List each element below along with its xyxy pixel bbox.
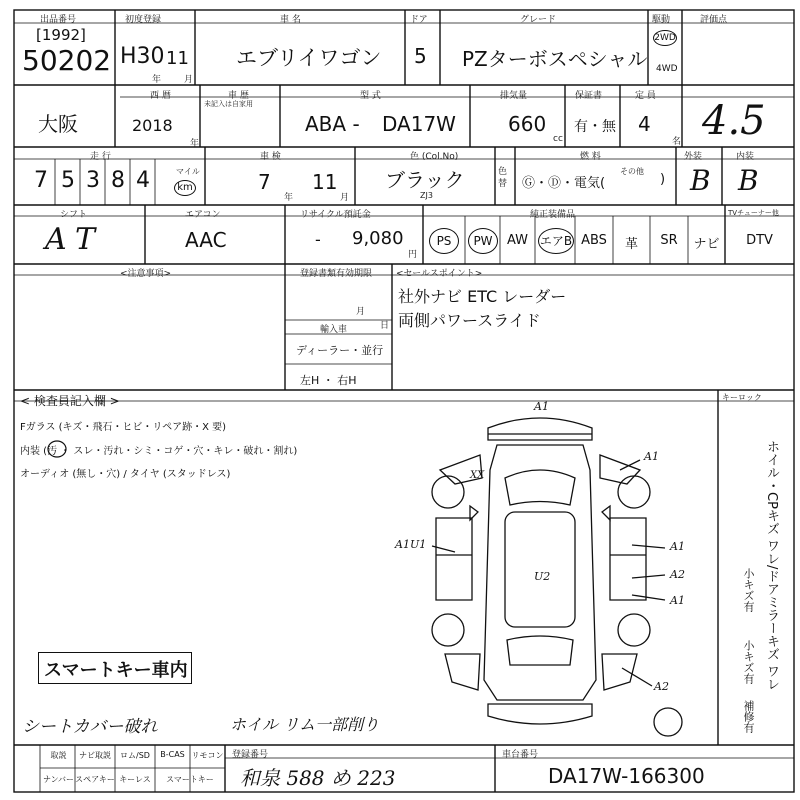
handwritten-wheel-note: ホイル リム一部削り xyxy=(230,715,380,734)
inspector-title: < 検査員記入欄 > xyxy=(20,394,120,408)
first-registration-label: 初度登録 xyxy=(125,15,162,25)
doc-remote: リモコン xyxy=(191,751,224,760)
color-label: 色 (Col.No) xyxy=(410,152,459,162)
mark-rear-a2: A2 xyxy=(654,680,669,693)
steering-side: 左H ・ 右H xyxy=(300,374,357,387)
doc-spare-key: スペアキー xyxy=(75,775,115,784)
mileage-digit: 5 xyxy=(61,168,75,193)
color-number: ZJ3 xyxy=(420,191,433,200)
lot-code: [1992] xyxy=(36,26,86,44)
seireki-label: 西 暦 xyxy=(150,91,171,101)
mile-unit: マイル xyxy=(176,167,200,176)
mark-front-a1: A1 xyxy=(534,400,549,413)
mark-right-a2: A2 xyxy=(670,568,685,581)
mileage-digit: 4 xyxy=(136,168,150,193)
inspection-month: 11 xyxy=(312,170,338,194)
recycle-amount: 9,080 xyxy=(352,228,404,249)
tsuki-unit: 月 xyxy=(184,75,194,85)
nen-unit: 年 xyxy=(152,75,162,85)
grade: PZターボスペシャル xyxy=(462,47,648,71)
car-name-label: 車 名 xyxy=(280,15,301,25)
import-label: 輸入車 xyxy=(320,325,348,335)
model-year: 2018 xyxy=(132,116,173,135)
mark-right-low-a1: A1 xyxy=(670,594,685,607)
door-count: 5 xyxy=(414,44,427,68)
doc-manual: 取説 xyxy=(50,751,67,760)
vertical-sub-note-3: 補修有 xyxy=(742,700,755,733)
day-unit: 日 xyxy=(380,321,390,331)
interior-grade: B xyxy=(738,164,759,197)
vertical-sub-note-2: 小キズ有 xyxy=(742,640,755,684)
equip-airbag-circled: エアB xyxy=(538,228,574,254)
shift-label: シフト xyxy=(60,210,88,220)
car-name: エブリイワゴン xyxy=(236,46,382,70)
mileage-digit: 8 xyxy=(111,168,125,193)
drive-label: 駆動 xyxy=(652,15,671,25)
grade-label: グレード xyxy=(520,15,557,25)
capacity-unit: 名 xyxy=(672,137,682,147)
displacement: 660 xyxy=(508,112,547,136)
shift-value: AT xyxy=(45,222,106,257)
doc-rom-sd: ロム/SD xyxy=(120,751,150,760)
lot-number-label: 出品番号 xyxy=(40,15,77,25)
smart-key-note: スマートキー車内 xyxy=(44,660,188,681)
inspection-year: 7 xyxy=(258,170,271,194)
fuel-close: ) xyxy=(660,172,666,187)
equip-aw: AW xyxy=(506,233,529,248)
color-change-label: 色替 xyxy=(498,167,508,189)
sales-point-line-1: 社外ナビ ETC レーダー xyxy=(398,287,567,306)
inspection-label: 車 検 xyxy=(260,152,281,162)
equip-pw-circled: PW xyxy=(468,228,498,254)
evaluation-label: 評価点 xyxy=(700,15,728,25)
sales-point-label: <セールスポイント> xyxy=(396,269,483,279)
dealer-parallel: ディーラー・並行 xyxy=(296,344,384,357)
mileage-digit: 3 xyxy=(86,168,100,193)
evaluation-score: 4.5 xyxy=(702,98,766,144)
doc-bcas: B-CAS xyxy=(160,750,185,759)
exterior-grade: B xyxy=(690,164,711,197)
windshield-line: Fガラス (キズ・飛石・ヒビ・リペア跡・X 要) xyxy=(20,422,227,433)
mark-left-a1u1: A1U1 xyxy=(395,538,427,551)
warranty-value: 有・無 xyxy=(574,119,616,135)
interior-line: 内装 (汚 ・ スレ・汚れ・シミ・コゲ・穴・キレ・破れ・割れ) xyxy=(20,446,298,457)
history-label: 車 歴 xyxy=(228,91,249,101)
vertical-sub-note-1: 小キズ有 xyxy=(742,568,755,612)
equip-dtv: DTV xyxy=(746,233,773,248)
mileage-label: 走 行 xyxy=(90,152,111,162)
sales-point-line-2: 両側パワースライド xyxy=(398,311,541,330)
exterior-label: 外装 xyxy=(684,152,703,162)
fuel-options: Ⓖ・Ⓓ・電気( xyxy=(522,176,606,191)
doc-number-plate: ナンバー xyxy=(42,775,75,784)
inspection-month-unit: 月 xyxy=(340,193,350,203)
year-unit: 年 xyxy=(190,139,200,149)
inspection-year-unit: 年 xyxy=(284,193,294,203)
recycle-label: リサイクル預託金 xyxy=(300,210,371,220)
ac-label: エアコン xyxy=(185,210,221,220)
vertical-damage-note: ホイル・CPキズ ワレ/ドアミラーキズ ワレ xyxy=(764,440,779,691)
plate-number: 和泉 588 め 223 xyxy=(240,766,396,790)
mark-right-mid-a1: A1 xyxy=(670,540,685,553)
capacity-label: 定 員 xyxy=(635,91,656,101)
model-prefix: ABA - xyxy=(305,112,360,136)
equipment-label: 純正装備品 xyxy=(530,210,576,220)
equip-navi: ナビ xyxy=(693,237,720,252)
drive-4wd: 4WD xyxy=(656,64,678,74)
km-unit-circled: km xyxy=(174,180,196,196)
door-label: ドア xyxy=(410,15,428,25)
doc-keyless: キーレス xyxy=(119,775,151,784)
plate-label: 登録番号 xyxy=(232,750,269,760)
displacement-label: 排気量 xyxy=(500,91,528,101)
registration-docs-label: 登録書類有効期限 xyxy=(300,269,373,279)
first-registration-year: H30 xyxy=(120,44,165,69)
capacity: 4 xyxy=(638,112,651,136)
first-registration-month: 11 xyxy=(166,48,189,69)
equip-ps-circled: PS xyxy=(429,228,459,254)
mark-right-front-a1: A1 xyxy=(644,450,659,463)
drive-2wd-circled: 2WD xyxy=(653,30,677,46)
color: ブラック xyxy=(385,168,465,192)
doc-navi-manual: ナビ取説 xyxy=(79,751,111,760)
interior-label: 内装 xyxy=(736,152,755,162)
warranty-label: 保証書 xyxy=(575,91,603,101)
fuel-other-label: その他 xyxy=(620,167,644,176)
mark-xx: XX xyxy=(470,470,485,481)
equip-leather: 革 xyxy=(624,237,638,252)
key-lock-label: キーロック xyxy=(722,393,762,402)
mileage-digit: 7 xyxy=(34,168,48,193)
location: 大阪 xyxy=(38,112,78,136)
audio-tire-line: オーディオ (無し・穴) / タイヤ (スタッドレス) xyxy=(20,469,231,480)
equip-sr: SR xyxy=(660,233,678,248)
chassis-number: DA17W-166300 xyxy=(548,764,705,788)
recycle-dash: - xyxy=(315,230,321,249)
month-unit: 月 xyxy=(356,307,366,317)
doc-smart-key: スマートキー xyxy=(166,775,214,784)
fuel-label: 燃 料 xyxy=(580,152,601,162)
recycle-unit: 円 xyxy=(408,250,418,260)
lot-number: 50202 xyxy=(22,44,112,77)
equip-abs: ABS xyxy=(581,233,607,248)
mark-roof-u2: U2 xyxy=(534,570,551,583)
notice-label: <注意事項> xyxy=(120,269,172,279)
model-code: DA17W xyxy=(382,112,456,136)
chassis-label: 車台番号 xyxy=(502,750,539,760)
handwritten-seat-note: シートカバー破れ xyxy=(22,717,158,737)
model-label: 型 式 xyxy=(360,91,381,101)
ac-value: AAC xyxy=(185,228,227,252)
cc-unit: cc xyxy=(553,134,563,144)
history-note: 未記入は自家用 xyxy=(204,100,253,108)
tuner-label: TVチューナー他 xyxy=(728,209,779,217)
